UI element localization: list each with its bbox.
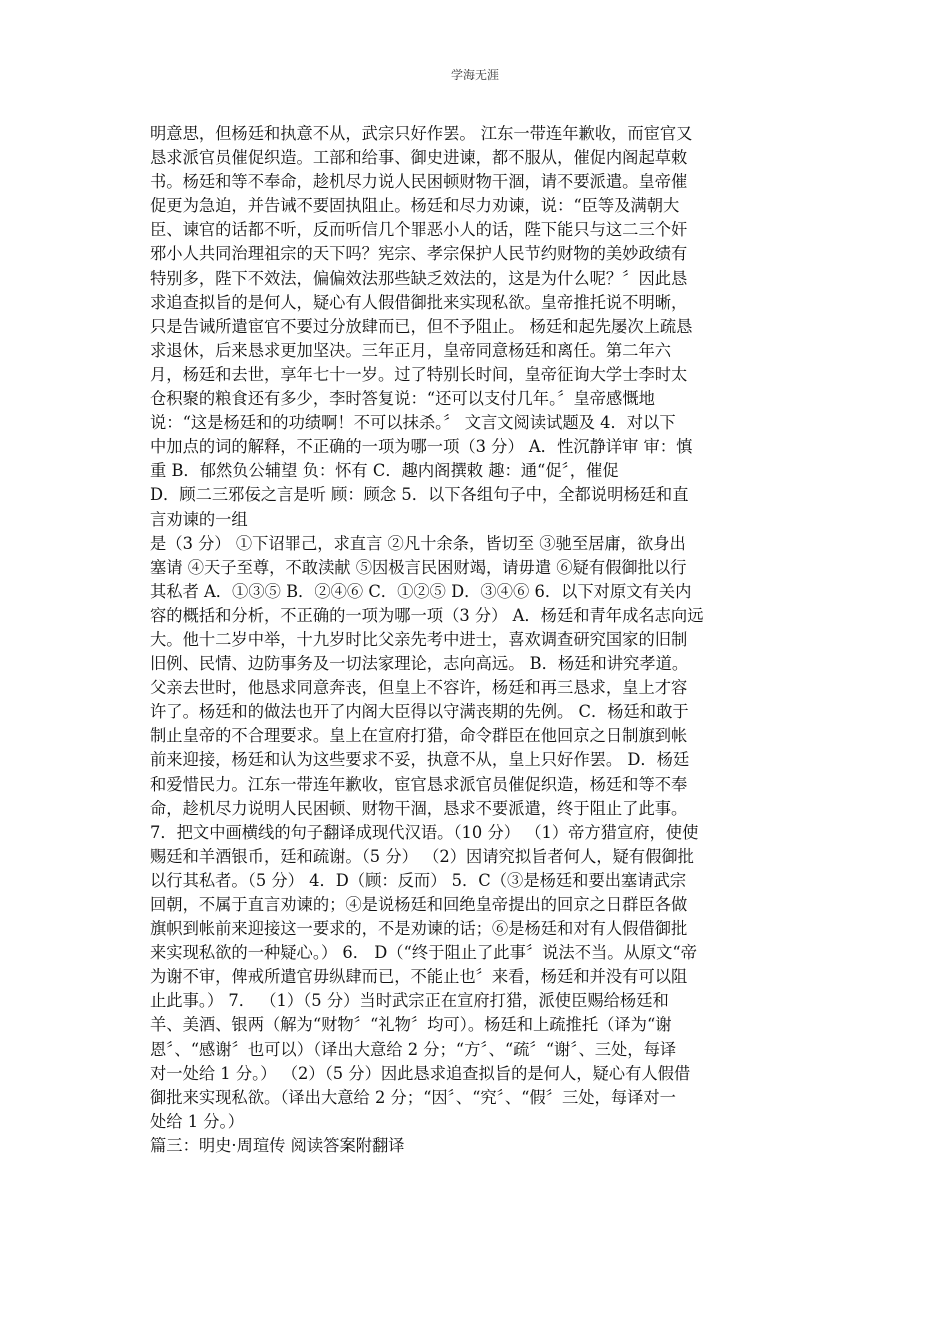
text-line: 御批来实现私欲。（译出大意给 2 分；“因〞、“究〞、“假〞三处，每译对一 — [150, 1087, 676, 1107]
text-line: 邪小人共同治理祖宗的天下吗？宪宗、孝宗保护人民节约财物的美妙政绩有 — [150, 244, 688, 264]
text-line: 回朝，不属于直言劝谏的；④是说杨廷和回绝皇帝提出的回京之日群臣各做 — [150, 895, 688, 914]
text-line: 说：“这是杨廷和的功绩啊！不可以抹杀。〞 文言文阅读试题及 4．对以下 — [150, 413, 676, 433]
text-line: 恩〞、“感谢〞也可以）（译出大意给 2 分；“方〞、“疏〞“谢〞、三处，每译 — [150, 1039, 677, 1059]
text-line: 对一处给 1 分。） （2）（5 分）因此恳求追查拟旨的是何人，疑心有人假借 — [150, 1063, 691, 1083]
text-line: 容的概括和分析，不正确的一项为哪一项（3 分） A．杨廷和青年成名志向远 — [150, 605, 704, 625]
text-line: 塞请 ④天子至尊，不敢渎献 ⑤因极言民困财竭，请毋遣 ⑥疑有假御批以行 — [150, 557, 687, 577]
section-title: 篇三：明史·周瑄传 阅读答案附翻译 — [150, 1135, 405, 1155]
text-line: 仓积聚的粮食还有多少，李时答复说：“还可以支付几年。〞皇帝感慨地 — [150, 389, 655, 409]
text-line: 求退休，后来恳求更加坚决。三年正月，皇帝同意杨廷和离任。第二年六 — [150, 340, 672, 360]
text-line: 书。杨廷和等不奉命，趁机尽力说人民困顿财物干涸，请不要派遣。皇帝催 — [150, 172, 688, 192]
text-line: 和爱惜民力。江东一带连年歉收，宦官恳求派官员催促织造，杨廷和等不奉 — [150, 774, 688, 794]
text-line: 来实现私欲的一种疑心。） 6． D（“终于阻止了此事〞说法不当。从原文“帝 — [150, 943, 697, 963]
body-text — [150, 122, 800, 1158]
text-line: 7．把文中画横线的句子翻译成现代汉语。（10 分） （1）帝方猎宣府，使使 — [150, 822, 699, 842]
text-line: 求追查拟旨的是何人，疑心有人假借御批来实现私欲。皇帝推托说不明晰， — [150, 292, 688, 312]
text-line: 只是告诫所遣宦官不要过分放肆而已，但不予阻止。 杨廷和起先屡次上疏恳 — [150, 316, 693, 336]
text-line: 月，杨廷和去世，享年七十一岁。过了特别长时间，皇帝征询大学士李时太 — [150, 364, 688, 384]
text-line: 促更为急迫，并告诫不要固执阻止。杨廷和尽力劝谏，说：“臣等及满朝大 — [150, 196, 680, 216]
text-line: 明意思，但杨廷和执意不从，武宗只好作罢。 江东一带连年歉收，而宦官又 — [150, 124, 693, 143]
text-line: 大。他十二岁中举，十九岁时比父亲先考中进士，喜欢调查研究国家的旧制 — [150, 629, 688, 649]
text-line: 制止皇帝的不合理要求。皇上在宣府打猎，命令群臣在他回京之日制旗到帐 — [150, 726, 688, 746]
text-line: 许了。杨廷和的做法也开了内阁大臣得以守满丧期的先例。 C．杨廷和敢于 — [150, 702, 689, 722]
text-line: 为谢不审，俾戒所遣官毋纵肆而已，不能止也〞来看，杨廷和并没有可以阻 — [150, 967, 688, 987]
text-line: 以行其私者。（5 分） 4．D（顾：反而） 5．C（③是杨廷和要出塞请武宗 — [150, 870, 687, 890]
text-line: 言劝谏的一组 — [150, 509, 248, 529]
text-line: 特别多，陛下不效法，偏偏效法那些缺乏效法的，这是为什么呢？〞因此恳 — [150, 268, 688, 288]
text-line: 前来迎接，杨廷和认为这些要求不妥，执意不从，皇上只好作罢。 D．杨廷 — [150, 750, 690, 770]
page-header: 学海无涯 — [450, 68, 499, 82]
text-line: 中加点的词的解释，不正确的一项为哪一项（3 分） A．性沉静详审 审：慎 — [150, 437, 693, 457]
text-line: 重 B．郁然负公辅望 负：怀有 C．趣内阁撰敕 趣：通“促〞，催促 — [150, 461, 619, 481]
text-line: 羊、美酒、银两（解为“财物〞“礼物〞均可）。杨廷和上疏推托（译为“谢 — [150, 1015, 672, 1035]
text-line: 止此事。） 7． （1）（5 分）当时武宗正在宣府打猎，派使臣赐给杨廷和 — [150, 991, 669, 1011]
text-line: 是（3 分） ①下诏罪己，求直言 ②凡十余条，皆切至 ③驰至居庸，欲身出 — [150, 533, 686, 553]
text-line: 处给 1 分。） — [150, 1111, 244, 1131]
text-line: 臣、谏官的话都不听，反而听信几个罪恶小人的话，陛下能只与这二三个奸 — [150, 220, 688, 240]
text-line: 命，趁机尽力说明人民困顿、财物干涸，恳求不要派遣，终于阻止了此事。 — [150, 798, 688, 818]
text-line: 旧例、民情、边防事务及一切法家理论，志向高远。 B．杨廷和讲究孝道。 — [150, 654, 689, 674]
text-line: D．顾二三邪佞之言是听 顾：顾念 5．以下各组句子中，全都说明杨廷和直 — [150, 485, 689, 505]
text-line: 恳求派官员催促织造。工部和给事、御史进谏，都不服从，催促内阁起草敕 — [150, 148, 688, 168]
text-line: 父亲去世时，他恳求同意奔丧，但皇上不容许，杨廷和再三恳求，皇上才容 — [150, 678, 688, 698]
text-line: 其私者 A．①③⑤ B．②④⑥ C．①②⑤ D．③④⑥ 6．以下对原文有关内 — [150, 581, 692, 601]
text-line: 旗帜到帐前来迎接这一要求的，不是劝谏的话；⑥是杨廷和对有人假借御批 — [150, 919, 688, 939]
text-line: 赐廷和羊酒银币，廷和疏谢。（5 分） （2）因请究拟旨者何人，疑有假御批 — [150, 846, 694, 866]
